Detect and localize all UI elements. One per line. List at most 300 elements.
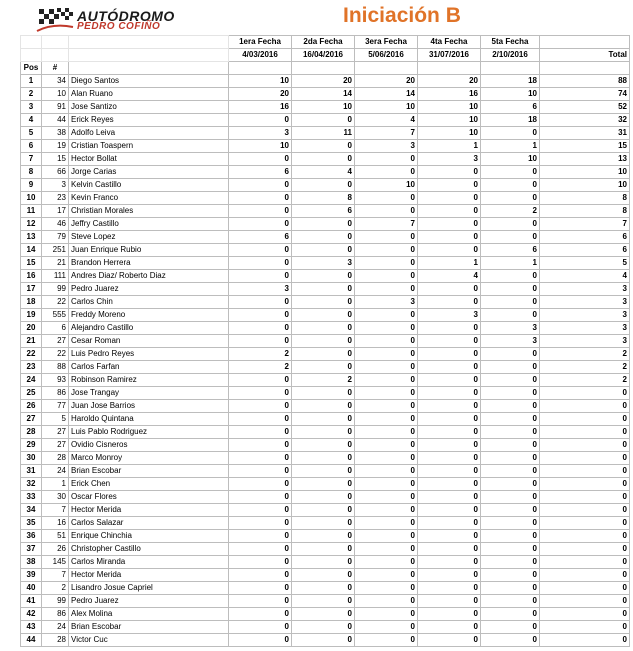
num-header: #	[42, 62, 69, 75]
car-number-cell: 251	[42, 244, 69, 257]
fecha-4-points-cell: 0	[418, 205, 481, 218]
fecha-5-points-cell: 0	[481, 166, 540, 179]
fecha-2-points-cell: 0	[292, 478, 355, 491]
position-cell: 25	[21, 387, 42, 400]
table-row	[21, 166, 630, 179]
position-cell: 20	[21, 322, 42, 335]
total-points-cell: 0	[540, 634, 630, 647]
fecha-4-points-cell: 10	[418, 114, 481, 127]
position-cell: 21	[21, 335, 42, 348]
pos-header: Pos	[21, 62, 42, 75]
fecha-1-points-cell: 0	[229, 426, 292, 439]
fecha-5-points-cell: 0	[481, 426, 540, 439]
fecha-1-points-cell: 3	[229, 127, 292, 140]
fecha-5-points-cell: 2	[481, 205, 540, 218]
fecha-4-points-cell: 0	[418, 491, 481, 504]
fecha-1-points-cell: 0	[229, 582, 292, 595]
fecha-3-points-cell: 0	[355, 608, 418, 621]
fecha-5-points-cell: 0	[481, 400, 540, 413]
total-points-cell: 2	[540, 361, 630, 374]
fecha-2-points-cell: 4	[292, 166, 355, 179]
position-cell: 33	[21, 491, 42, 504]
total-points-cell: 6	[540, 231, 630, 244]
car-number-cell: 27	[42, 426, 69, 439]
position-cell: 10	[21, 192, 42, 205]
fecha-2-name: 2da Fecha	[292, 36, 355, 49]
position-cell: 13	[21, 231, 42, 244]
fecha-3-points-cell: 0	[355, 634, 418, 647]
position-cell: 32	[21, 478, 42, 491]
driver-name-cell: Haroldo Quintana	[69, 413, 229, 426]
fecha-2-points-cell: 0	[292, 348, 355, 361]
car-number-cell: 5	[42, 413, 69, 426]
position-cell: 44	[21, 634, 42, 647]
fecha-3-points-cell: 0	[355, 426, 418, 439]
table-row	[21, 608, 630, 621]
fecha-5-points-cell: 0	[481, 283, 540, 296]
fecha-5-points-cell: 0	[481, 374, 540, 387]
fecha-4-date: 31/07/2016	[418, 49, 481, 62]
total-points-cell: 88	[540, 75, 630, 88]
fecha-5-points-cell: 0	[481, 296, 540, 309]
driver-name-cell: Jorge Carias	[69, 166, 229, 179]
table-row	[21, 478, 630, 491]
table-row	[21, 335, 630, 348]
position-cell: 24	[21, 374, 42, 387]
fecha-3-points-cell: 0	[355, 582, 418, 595]
fecha-5-points-cell: 18	[481, 75, 540, 88]
fecha-4-points-cell: 0	[418, 452, 481, 465]
brand-line2: PEDRO COFIÑO	[77, 21, 161, 32]
table-row	[21, 556, 630, 569]
autodromo-logo	[35, 5, 205, 33]
fecha-1-points-cell: 0	[229, 556, 292, 569]
fecha-3-points-cell: 0	[355, 491, 418, 504]
position-cell: 27	[21, 413, 42, 426]
driver-name-cell: Adolfo Leiva	[69, 127, 229, 140]
table-row	[21, 75, 630, 88]
fecha-2-points-cell: 0	[292, 517, 355, 530]
fecha-4-points-cell: 0	[418, 608, 481, 621]
fecha-4-points-cell: 4	[418, 270, 481, 283]
driver-name-cell: Marco Monroy	[69, 452, 229, 465]
position-cell: 1	[21, 75, 42, 88]
fecha-2-points-cell: 14	[292, 88, 355, 101]
position-cell: 31	[21, 465, 42, 478]
table-row	[21, 413, 630, 426]
header-row-dates	[21, 49, 630, 62]
position-cell: 23	[21, 361, 42, 374]
table-row	[21, 179, 630, 192]
driver-name-cell: Diego Santos	[69, 75, 229, 88]
fecha-3-points-cell: 7	[355, 218, 418, 231]
fecha-5-points-cell: 0	[481, 218, 540, 231]
fecha-1-points-cell: 6	[229, 166, 292, 179]
driver-name-cell: Victor Cuc	[69, 634, 229, 647]
car-number-cell: 86	[42, 608, 69, 621]
driver-name-cell: Hector Bollat	[69, 153, 229, 166]
fecha-5-points-cell: 0	[481, 270, 540, 283]
fecha-5-points-cell: 0	[481, 517, 540, 530]
total-points-cell: 0	[540, 426, 630, 439]
fecha-3-points-cell: 0	[355, 517, 418, 530]
position-cell: 17	[21, 283, 42, 296]
position-cell: 9	[21, 179, 42, 192]
table-row	[21, 101, 630, 114]
table-row	[21, 582, 630, 595]
fecha-2-points-cell: 0	[292, 439, 355, 452]
fecha-2-points-cell: 0	[292, 361, 355, 374]
table-row	[21, 114, 630, 127]
fecha-1-name: 1era Fecha	[229, 36, 292, 49]
fecha-1-points-cell: 3	[229, 283, 292, 296]
fecha-2-points-cell: 0	[292, 465, 355, 478]
fecha-1-points-cell: 0	[229, 218, 292, 231]
total-points-cell: 2	[540, 374, 630, 387]
driver-name-cell: Christian Morales	[69, 205, 229, 218]
fecha-3-points-cell: 10	[355, 179, 418, 192]
table-row	[21, 400, 630, 413]
driver-name-cell: Luis Pablo Rodriguez	[69, 426, 229, 439]
total-points-cell: 0	[540, 413, 630, 426]
fecha-1-points-cell: 0	[229, 478, 292, 491]
fecha-4-points-cell: 0	[418, 582, 481, 595]
fecha-5-points-cell: 0	[481, 543, 540, 556]
table-row	[21, 309, 630, 322]
fecha-3-points-cell: 4	[355, 114, 418, 127]
car-number-cell: 1	[42, 478, 69, 491]
fecha-3-points-cell: 0	[355, 270, 418, 283]
driver-name-cell: Hector Merida	[69, 504, 229, 517]
driver-name-cell: Robinson Ramirez	[69, 374, 229, 387]
car-number-cell: 27	[42, 439, 69, 452]
fecha-5-points-cell: 18	[481, 114, 540, 127]
fecha-3-points-cell: 0	[355, 504, 418, 517]
fecha-2-points-cell: 10	[292, 101, 355, 114]
fecha-2-points-cell: 0	[292, 621, 355, 634]
total-points-cell: 3	[540, 296, 630, 309]
fecha-2-points-cell: 0	[292, 543, 355, 556]
fecha-2-points-cell: 0	[292, 400, 355, 413]
table-row	[21, 634, 630, 647]
position-cell: 41	[21, 595, 42, 608]
car-number-cell: 10	[42, 88, 69, 101]
fecha-1-points-cell: 0	[229, 465, 292, 478]
driver-name-cell: Andres Diaz/ Roberto Diaz	[69, 270, 229, 283]
car-number-cell: 24	[42, 465, 69, 478]
car-number-cell: 99	[42, 595, 69, 608]
total-points-cell: 0	[540, 530, 630, 543]
table-row	[21, 426, 630, 439]
fecha-1-points-cell: 0	[229, 504, 292, 517]
total-points-cell: 0	[540, 400, 630, 413]
fecha-5-points-cell: 0	[481, 504, 540, 517]
total-points-cell: 0	[540, 621, 630, 634]
table-row	[21, 322, 630, 335]
fecha-3-name: 3era Fecha	[355, 36, 418, 49]
fecha-2-points-cell: 0	[292, 504, 355, 517]
car-number-cell: 7	[42, 504, 69, 517]
car-number-cell: 15	[42, 153, 69, 166]
fecha-4-points-cell: 0	[418, 218, 481, 231]
fecha-2-points-cell: 0	[292, 530, 355, 543]
fecha-3-points-cell: 0	[355, 361, 418, 374]
driver-name-cell: Jose Trangay	[69, 387, 229, 400]
fecha-1-points-cell: 0	[229, 335, 292, 348]
car-number-cell: 7	[42, 569, 69, 582]
driver-name-cell: Brandon Herrera	[69, 257, 229, 270]
position-cell: 4	[21, 114, 42, 127]
position-cell: 8	[21, 166, 42, 179]
position-cell: 18	[21, 296, 42, 309]
fecha-1-points-cell: 0	[229, 244, 292, 257]
table-row	[21, 218, 630, 231]
fecha-2-points-cell: 0	[292, 270, 355, 283]
fecha-2-points-cell: 0	[292, 452, 355, 465]
car-number-cell: 79	[42, 231, 69, 244]
fecha-2-points-cell: 6	[292, 205, 355, 218]
driver-name-cell: Brian Escobar	[69, 621, 229, 634]
page-title: Iniciación B	[343, 4, 461, 27]
fecha-3-points-cell: 0	[355, 257, 418, 270]
car-number-cell: 21	[42, 257, 69, 270]
table-row	[21, 140, 630, 153]
table-row	[21, 361, 630, 374]
fecha-5-points-cell: 0	[481, 387, 540, 400]
fecha-1-points-cell: 0	[229, 439, 292, 452]
fecha-4-points-cell: 0	[418, 374, 481, 387]
fecha-5-name: 5ta Fecha	[481, 36, 540, 49]
fecha-3-points-cell: 3	[355, 140, 418, 153]
table-row	[21, 621, 630, 634]
fecha-2-points-cell: 0	[292, 153, 355, 166]
fecha-5-points-cell: 0	[481, 491, 540, 504]
car-number-cell: 34	[42, 75, 69, 88]
fecha-2-points-cell: 0	[292, 608, 355, 621]
table-row	[21, 543, 630, 556]
driver-name-cell: Christopher Castillo	[69, 543, 229, 556]
table-row	[21, 452, 630, 465]
fecha-1-points-cell: 0	[229, 413, 292, 426]
driver-name-cell: Steve Lopez	[69, 231, 229, 244]
header-row-columns	[21, 62, 630, 75]
fecha-2-points-cell: 11	[292, 127, 355, 140]
fecha-1-points-cell: 0	[229, 257, 292, 270]
fecha-1-points-cell: 0	[229, 543, 292, 556]
fecha-1-points-cell: 0	[229, 569, 292, 582]
fecha-5-points-cell: 0	[481, 452, 540, 465]
car-number-cell: 22	[42, 348, 69, 361]
driver-name-cell: Alex Molina	[69, 608, 229, 621]
fecha-2-points-cell: 0	[292, 556, 355, 569]
fecha-4-points-cell: 0	[418, 296, 481, 309]
fecha-5-points-cell: 0	[481, 192, 540, 205]
total-points-cell: 0	[540, 504, 630, 517]
car-number-cell: 6	[42, 322, 69, 335]
driver-name-cell: Erick Chen	[69, 478, 229, 491]
table-row	[21, 127, 630, 140]
fecha-1-points-cell: 0	[229, 634, 292, 647]
driver-name-cell: Cristian Toaspern	[69, 140, 229, 153]
fecha-5-points-cell: 0	[481, 361, 540, 374]
fecha-1-points-cell: 2	[229, 361, 292, 374]
fecha-3-points-cell: 0	[355, 387, 418, 400]
fecha-4-points-cell: 0	[418, 400, 481, 413]
fecha-2-points-cell: 2	[292, 374, 355, 387]
total-points-cell: 5	[540, 257, 630, 270]
fecha-2-points-cell: 0	[292, 309, 355, 322]
fecha-5-points-cell: 6	[481, 101, 540, 114]
table-row	[21, 296, 630, 309]
fecha-1-points-cell: 0	[229, 192, 292, 205]
car-number-cell: 22	[42, 296, 69, 309]
position-cell: 22	[21, 348, 42, 361]
fecha-3-points-cell: 0	[355, 569, 418, 582]
driver-name-cell: Carlos Salazar	[69, 517, 229, 530]
fecha-1-points-cell: 0	[229, 387, 292, 400]
fecha-5-points-cell: 0	[481, 556, 540, 569]
fecha-4-points-cell: 3	[418, 309, 481, 322]
position-cell: 19	[21, 309, 42, 322]
fecha-2-points-cell: 0	[292, 387, 355, 400]
total-points-cell: 3	[540, 322, 630, 335]
fecha-5-points-cell: 0	[481, 179, 540, 192]
driver-name-cell: Kelvin Castillo	[69, 179, 229, 192]
fecha-5-points-cell: 1	[481, 257, 540, 270]
fecha-2-points-cell: 0	[292, 335, 355, 348]
fecha-4-points-cell: 0	[418, 504, 481, 517]
fecha-1-points-cell: 0	[229, 296, 292, 309]
fecha-2-date: 16/04/2016	[292, 49, 355, 62]
fecha-3-points-cell: 10	[355, 101, 418, 114]
fecha-2-points-cell: 0	[292, 296, 355, 309]
total-points-cell: 0	[540, 387, 630, 400]
car-number-cell: 26	[42, 543, 69, 556]
fecha-1-points-cell: 0	[229, 309, 292, 322]
fecha-4-points-cell: 10	[418, 127, 481, 140]
fecha-3-points-cell: 0	[355, 543, 418, 556]
table-row	[21, 88, 630, 101]
total-points-cell: 10	[540, 166, 630, 179]
fecha-2-points-cell: 0	[292, 283, 355, 296]
fecha-2-points-cell: 0	[292, 140, 355, 153]
car-number-cell: 88	[42, 361, 69, 374]
driver-name-cell: Luis Pedro Reyes	[69, 348, 229, 361]
driver-name-cell: Freddy Moreno	[69, 309, 229, 322]
fecha-1-points-cell: 0	[229, 322, 292, 335]
total-points-cell: 74	[540, 88, 630, 101]
driver-name-cell: Erick Reyes	[69, 114, 229, 127]
total-points-cell: 3	[540, 335, 630, 348]
total-points-cell: 3	[540, 309, 630, 322]
fecha-1-points-cell: 0	[229, 374, 292, 387]
car-number-cell: 51	[42, 530, 69, 543]
table-row	[21, 231, 630, 244]
car-number-cell: 46	[42, 218, 69, 231]
fecha-1-points-cell: 0	[229, 114, 292, 127]
total-points-cell: 8	[540, 192, 630, 205]
car-number-cell: 17	[42, 205, 69, 218]
car-number-cell: 86	[42, 387, 69, 400]
fecha-5-points-cell: 0	[481, 608, 540, 621]
table-row	[21, 517, 630, 530]
car-number-cell: 3	[42, 179, 69, 192]
fecha-3-points-cell: 14	[355, 88, 418, 101]
car-number-cell: 24	[42, 621, 69, 634]
fecha-1-points-cell: 10	[229, 75, 292, 88]
fecha-3-points-cell: 7	[355, 127, 418, 140]
fecha-1-points-cell: 0	[229, 270, 292, 283]
total-points-cell: 15	[540, 140, 630, 153]
checkered-flag-icon	[35, 5, 75, 33]
fecha-4-points-cell: 0	[418, 231, 481, 244]
table-row	[21, 205, 630, 218]
total-points-cell: 2	[540, 348, 630, 361]
fecha-4-points-cell: 0	[418, 283, 481, 296]
fecha-1-points-cell: 0	[229, 205, 292, 218]
fecha-2-points-cell: 0	[292, 634, 355, 647]
fecha-5-points-cell: 0	[481, 595, 540, 608]
fecha-4-points-cell: 0	[418, 413, 481, 426]
driver-name-cell: Oscar Flores	[69, 491, 229, 504]
total-points-cell: 0	[540, 543, 630, 556]
fecha-2-points-cell: 0	[292, 231, 355, 244]
driver-name-cell: Alejandro Castillo	[69, 322, 229, 335]
table-row	[21, 465, 630, 478]
car-number-cell: 111	[42, 270, 69, 283]
position-cell: 30	[21, 452, 42, 465]
fecha-3-points-cell: 0	[355, 413, 418, 426]
position-cell: 11	[21, 205, 42, 218]
total-points-cell: 0	[540, 478, 630, 491]
fecha-4-points-cell: 0	[418, 556, 481, 569]
fecha-1-date: 4/03/2016	[229, 49, 292, 62]
car-number-cell: 91	[42, 101, 69, 114]
fecha-3-points-cell: 0	[355, 439, 418, 452]
fecha-1-points-cell: 0	[229, 153, 292, 166]
fecha-1-points-cell: 6	[229, 231, 292, 244]
fecha-1-points-cell: 0	[229, 530, 292, 543]
fecha-4-points-cell: 0	[418, 387, 481, 400]
fecha-4-points-cell: 0	[418, 465, 481, 478]
driver-name-cell: Kevin Franco	[69, 192, 229, 205]
position-cell: 2	[21, 88, 42, 101]
driver-name-cell: Pedro Juarez	[69, 595, 229, 608]
position-cell: 38	[21, 556, 42, 569]
fecha-4-points-cell: 0	[418, 426, 481, 439]
fecha-5-points-cell: 0	[481, 439, 540, 452]
fecha-3-points-cell: 0	[355, 465, 418, 478]
fecha-2-points-cell: 0	[292, 582, 355, 595]
fecha-4-points-cell: 0	[418, 335, 481, 348]
position-cell: 15	[21, 257, 42, 270]
fecha-4-points-cell: 0	[418, 621, 481, 634]
brand-line1: AUTÓDROMO	[77, 8, 175, 24]
position-cell: 7	[21, 153, 42, 166]
fecha-2-points-cell: 8	[292, 192, 355, 205]
fecha-4-points-cell: 0	[418, 348, 481, 361]
fecha-3-points-cell: 0	[355, 153, 418, 166]
fecha-4-points-cell: 0	[418, 179, 481, 192]
fecha-3-points-cell: 0	[355, 595, 418, 608]
fecha-4-points-cell: 16	[418, 88, 481, 101]
table-row	[21, 257, 630, 270]
position-cell: 40	[21, 582, 42, 595]
car-number-cell: 28	[42, 452, 69, 465]
total-points-cell: 0	[540, 517, 630, 530]
car-number-cell: 28	[42, 634, 69, 647]
fecha-2-points-cell: 0	[292, 244, 355, 257]
